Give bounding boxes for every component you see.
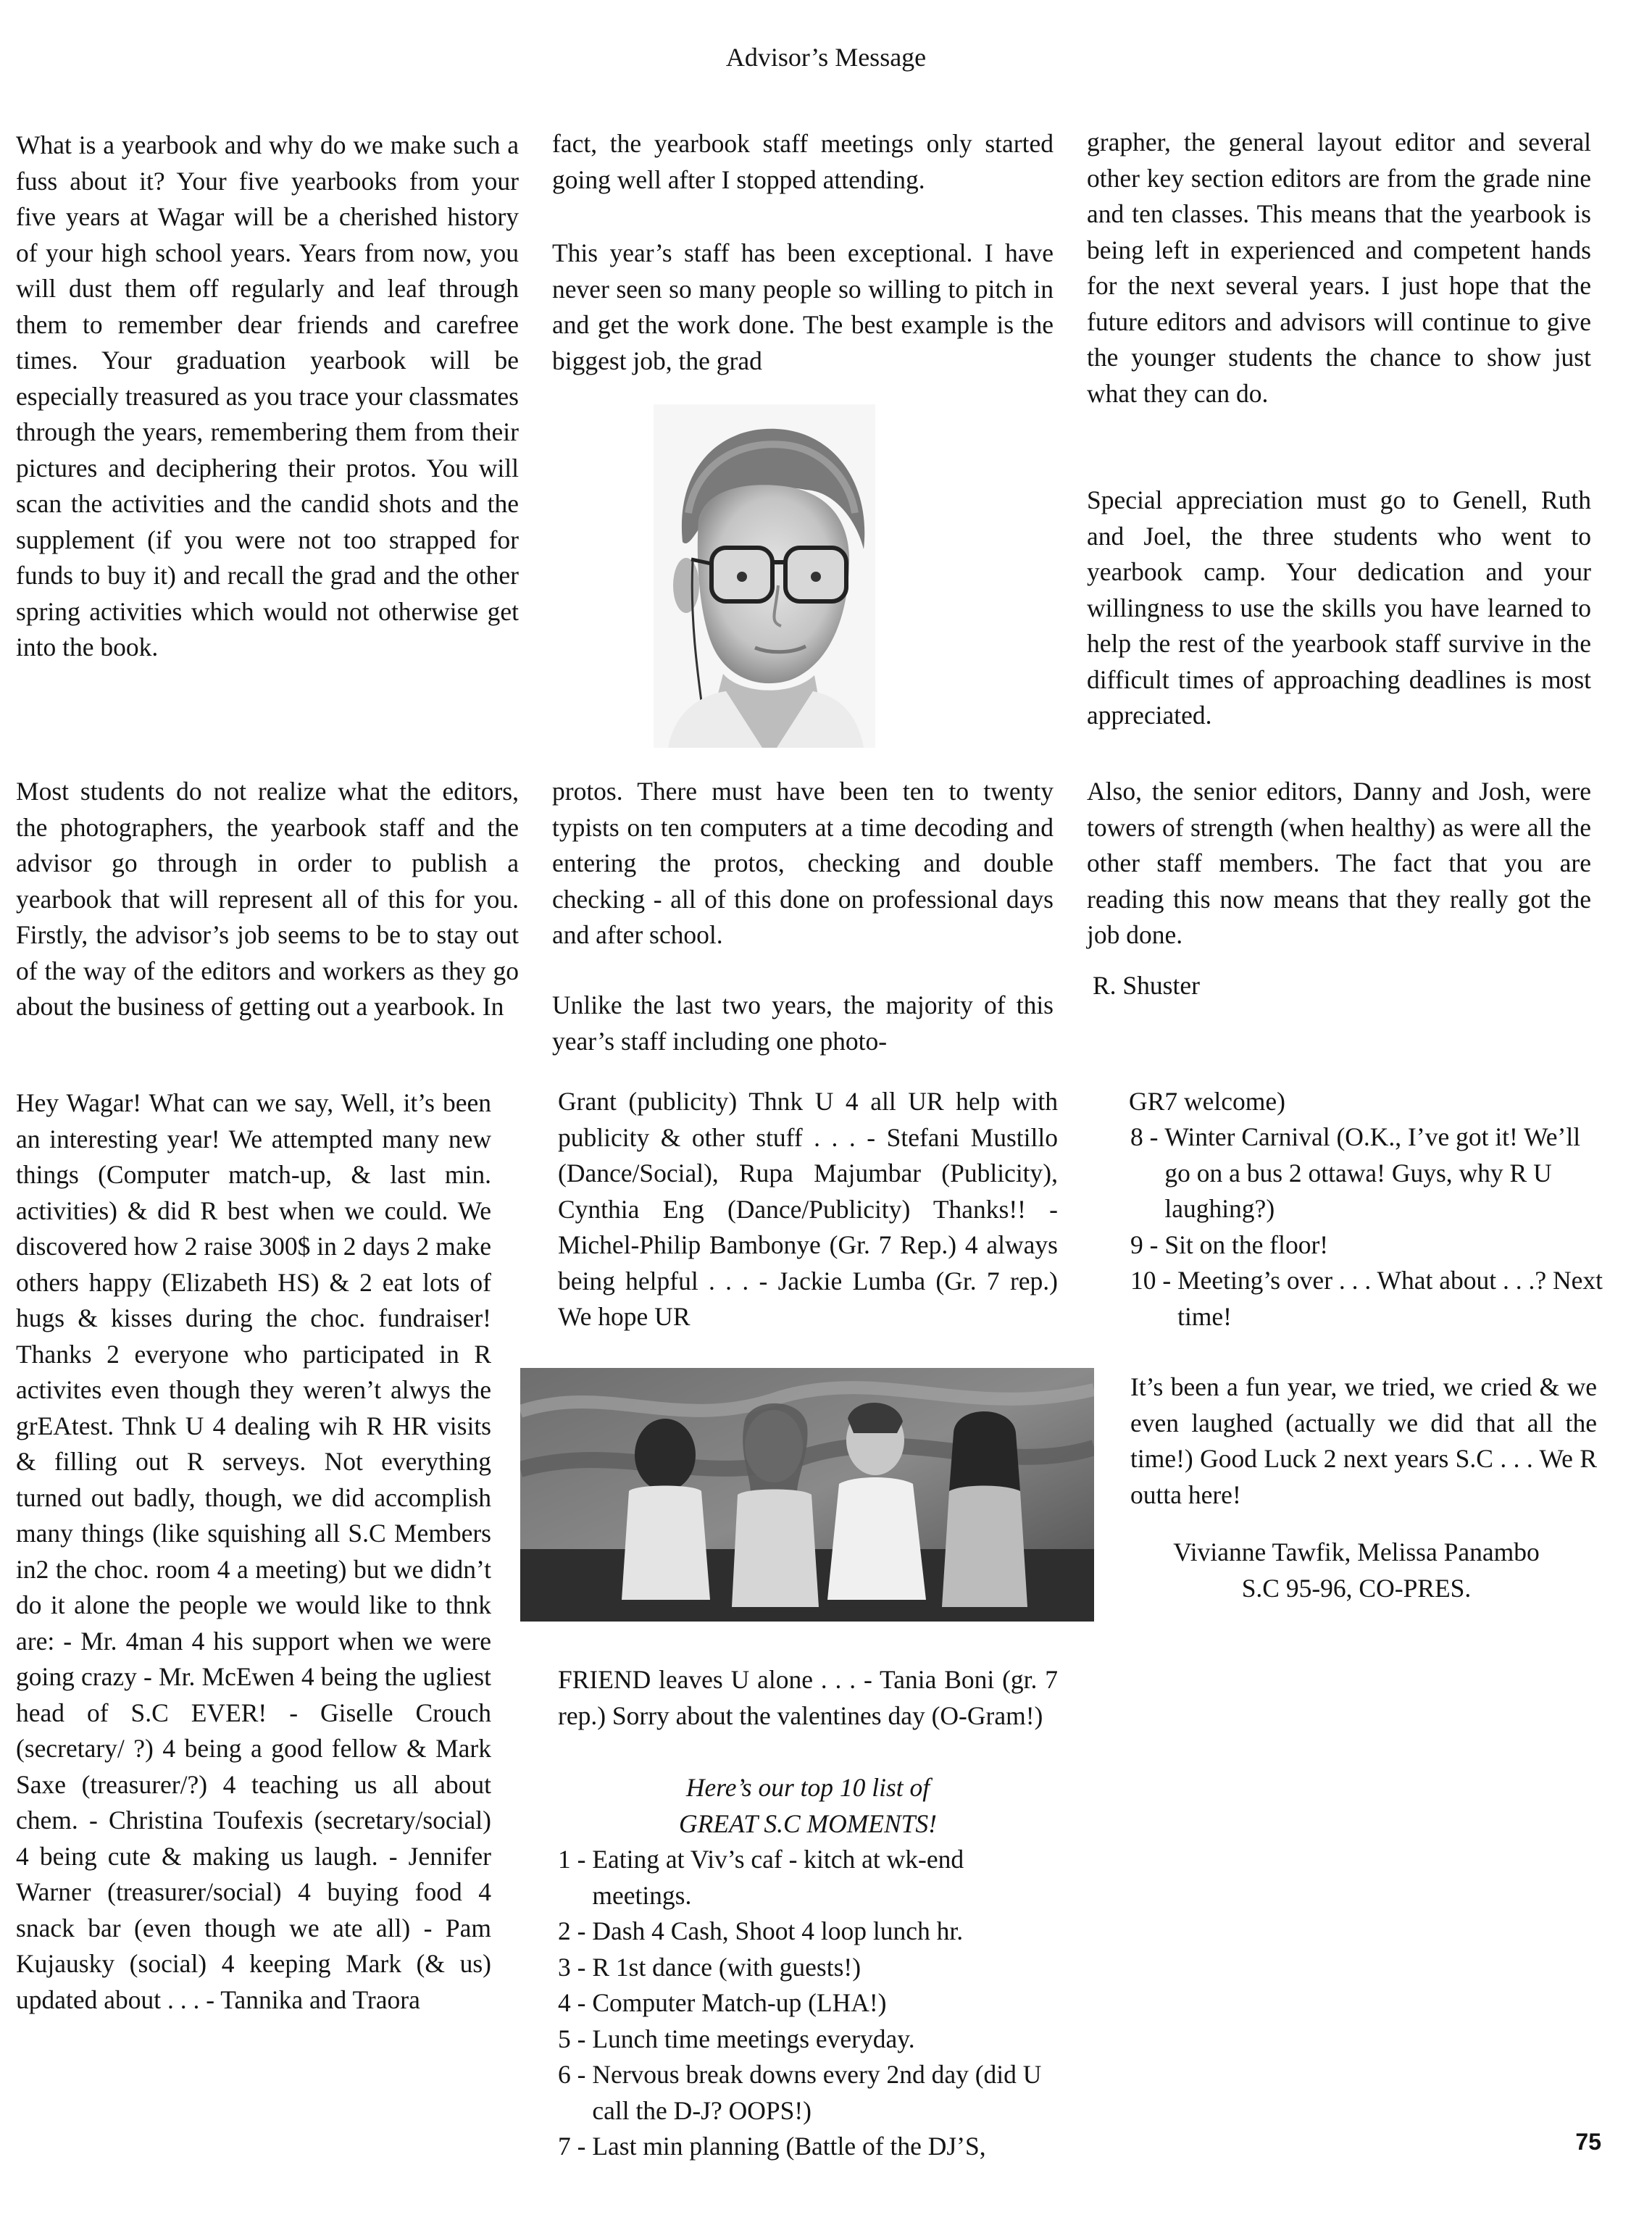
list-item-text: Sit on the floor! <box>1164 1230 1329 1259</box>
advisor-portrait-photo <box>654 404 875 748</box>
list-item-number: 4 - <box>558 1988 593 2017</box>
list-item <box>558 2129 1065 2165</box>
list-item-text: Winter Carnival (O.K., I’ve got it! We’ll go on a bus 2 ottawa! Guys, why R U laughing?) <box>1164 1122 1581 1223</box>
top10-list-continued <box>1130 1119 1609 1335</box>
list-item-number: 5 - <box>558 2024 593 2053</box>
advisor-col1-top: What is a yearbook and why do we make such a fuss about it? Your five yearbooks from your five years at Wagar will be a cherished history of your high school years. Years from now, you will dust them off regularly and leaf through them to remember dear friends and carefree times. Your graduation yearbook will be especially treasured as you trace your classmates through the years, remembering them from their pictures and deciphering their protos. You will scan the activities and the candid shots and the supplement (if you were not too strapped for funds to buy it) and recall the grad and the other spring activities which would not otherwise get into the book. <box>16 130 519 662</box>
list-item-number: 8 - <box>1130 1122 1165 1151</box>
advisor-col3-p3: Also, the senior editors, Danny and Josh, were towers of strength (when healthy) as were all the other staff members. The fact that you are reading this now means that they really got the job done. <box>1087 777 1591 949</box>
list-item-number: 7 - <box>558 2132 593 2161</box>
list-item-number: 2 - <box>558 1916 593 1945</box>
list-item <box>558 1842 1065 1914</box>
council-signature <box>1130 1535 1582 1606</box>
list-item <box>558 2057 1065 2129</box>
list-item <box>1130 1119 1609 1227</box>
list-item-text: Computer Match-up (LHA!) <box>592 1988 887 2017</box>
council-signature-names: Vivianne Tawfik, Melissa Panambo <box>1173 1537 1540 1566</box>
list-item-text: Eating at Viv’s caf - kitch at wk-end meetings. <box>592 1845 964 1910</box>
top10-heading-line-2: GREAT S.C MOMENTS! <box>679 1808 937 1838</box>
list-item-text: Lunch time meetings everyday. <box>592 2024 915 2053</box>
advisor-col3-p1: grapher, the general layout editor and several other key section editors are from the grade nine and ten classes. This means that the yearbook is being left in experienced and competent hands for the next several years. I just hope that the future editors and advisors will continue to give the younger students the chance to show just what they can do. <box>1087 128 1591 408</box>
list-item-text: Meeting’s over . . . What about . . .? Next time! <box>1177 1266 1603 1331</box>
list-item-text: R 1st dance (with guests!) <box>592 1952 862 1982</box>
list-item <box>558 1985 1065 2021</box>
council-closing: It’s been a fun year, we tried, we cried & we even laughed (actually we did that all the time!) Good Luck 2 next years S.C . . . We R outta here! <box>1130 1372 1597 1509</box>
council-col2-top: Grant (publicity) Thnk U 4 all UR help with publicity & other stuff . . . - Stefani Mustillo (Dance/Social), Rupa Majumbar (Publicity), Cynthia Eng (Dance/Publicity) Thanks!! - Michel-Philip Bambonye (Gr. 7 Rep.) 4 always being helpful . . . - Jackie Lumba (Gr. 7 rep.) We hope UR <box>558 1087 1058 1331</box>
list-item <box>1130 1227 1609 1264</box>
top10-continuation: GR7 welcome) <box>1129 1087 1285 1116</box>
page-number: 75 <box>1575 2129 1601 2155</box>
council-signature-title: S.C 95-96, CO-PRES. <box>1241 1573 1472 1603</box>
list-item <box>558 2021 1065 2058</box>
page-title: Advisor’s Message <box>725 43 927 72</box>
list-item-number: 10 - <box>1130 1266 1178 1295</box>
list-item-text: Dash 4 Cash, Shoot 4 loop lunch hr. <box>592 1916 964 1945</box>
top10-heading <box>558 1770 1058 1842</box>
advisor-col2-p3: protos. There must have been ten to twenty typists on ten computers at a time decoding and entering the protos, checking and double checking - all of this done on professional days and after school. <box>552 777 1054 949</box>
advisor-col1-bottom: Most students do not realize what the editors, the photographers, the yearbook staff and the advisor go through in order to publish a yearbook that will represent all of this for you. Firstly, the advisor’s job seems to be to stay out of the way of the editors and workers as they go about the business of getting out a yearbook. In <box>16 777 519 1021</box>
list-item <box>558 1914 1065 1950</box>
list-item <box>1130 1263 1609 1335</box>
advisor-col2-p1: fact, the yearbook staff meetings only started going well after I stopped attending. <box>552 129 1054 194</box>
top10-heading-line-1: Here’s our top 10 list of <box>685 1773 930 1802</box>
list-item-number: 9 - <box>1130 1230 1165 1259</box>
list-item-number: 1 - <box>558 1845 593 1874</box>
list-item-text: Last min planning (Battle of the DJ’S, <box>592 2132 986 2161</box>
council-col2-bottom: FRIEND leaves U alone . . . - Tania Boni (gr. 7 rep.) Sorry about the valentines day (O-Gram!) <box>558 1665 1058 1730</box>
list-item-number: 3 - <box>558 1952 593 1982</box>
list-item <box>558 1950 1065 1986</box>
advisor-col3-p2: Special appreciation must go to Genell, Ruth and Joel, the three students who went to yearbook camp. Your dedication and your willingness to use the skills you have learned to help the rest of the yearbook staff survive in the difficult times of approaching deadlines is most appreciated. <box>1087 485 1591 730</box>
advisor-signature: R. Shuster <box>1093 971 1200 1000</box>
advisor-col2-p4: Unlike the last two years, the majority of this year’s staff including one photo- <box>552 990 1054 1056</box>
list-item-number: 6 - <box>558 2060 593 2089</box>
advisor-col2-p2: This year’s staff has been exceptional. I have never seen so many people so willing to pitch in and get the work done. The best example is the biggest job, the grad <box>552 238 1054 375</box>
student-council-group-photo <box>520 1368 1094 1622</box>
top10-list <box>558 1842 1065 2165</box>
council-col1: Hey Wagar! What can we say, Well, it’s been an interesting year! We attempted many new things (Computer match-up, & last min. activities) & did R best when we could. We discovered how 2 raise 300$ in 2 days 2 make others happy (Elizabeth HS) & 2 eat lots of hugs & kisses during the choc. fundraiser! Thanks 2 everyone who participated in R activites even though they weren’t alwys the grEAtest. Thnk U 4 dealing wih R HR visits & filling out R serveys. Not everything turned out badly, though, we did accomplish many things (like squishing all S.C Members in2 the choc. room 4 a meeting) but we didn’t do it alone the people we would like to thnk are: - Mr. 4man 4 his support when we were going crazy - Mr. McEwen 4 being the ugliest head of S.C EVER! - Giselle Crouch (secretary/ ?) 4 being a good fellow & Mark Saxe (treasurer/?) 4 teaching us all about chem. - Christina Toufexis (secretary/social) 4 being cute & making us laugh. - Jennifer Warner (treasurer/social) 4 buying food 4 snack bar (even though we ate all) - Pam Kujausky (social) 4 keeping Mark (& us) updated about . . . - Tannika and Traora <box>16 1088 491 2014</box>
list-item-text: Nervous break downs every 2nd day (did U call the D-J? OOPS!) <box>592 2060 1042 2125</box>
